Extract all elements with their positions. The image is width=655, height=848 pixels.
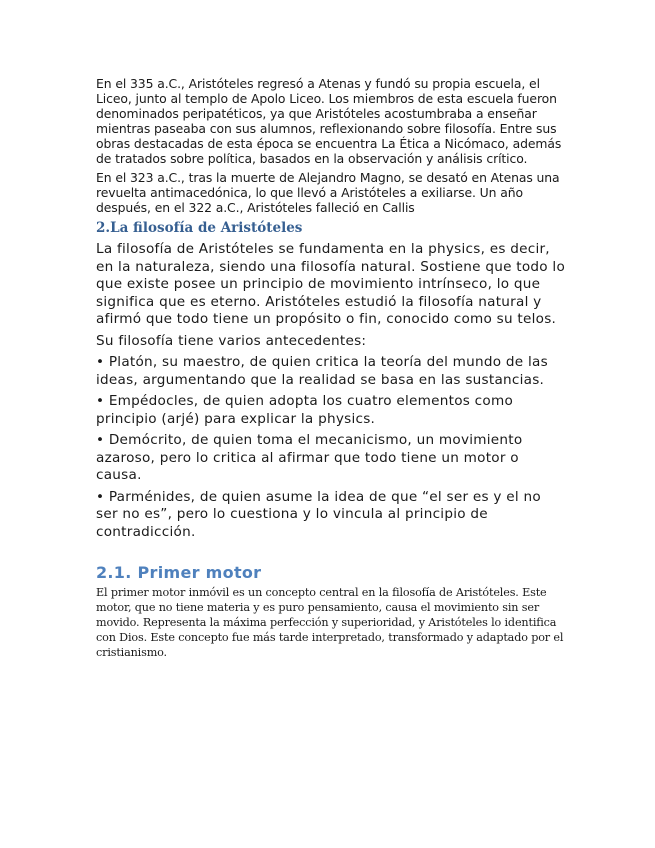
list-item-empedocles: • Empédocles, de quien adopta los cuatro elementos como principio (arjé) para explicar la physics. <box>96 393 514 427</box>
list-item-parmenides: • Parménides, de quien asume la idea de que “el ser es y el no ser no es”, pero lo cuestiona y lo vincula al principio de contradicción. <box>96 488 541 540</box>
document-page <box>96 76 566 660</box>
list-item-platon: • Platón, su maestro, de quien critica la teoría del mundo de las ideas, argumentando que la realidad se basa en las sustancias. <box>96 354 548 388</box>
intro-paragraph-1: En el 335 a.C., Aristóteles regresó a Atenas y fundó su propia escuela, el Liceo, junto al templo de Apolo Liceo. Los miembros de esta escuela fueron denominados peripatéticos, ya que Aristóteles acostumbraba a enseñar mientras paseaba con sus alumnos, reflexionando sobre filosofía. Entre sus obras destacadas de esta época se encuentra La Ética a Nicómaco, además de tratados sobre política, basados en la observación y análisis crítico. <box>96 76 562 166</box>
list-item-democrito: • Demócrito, de quien toma el mecanicismo, un movimiento azaroso, pero lo critica al afirmar que todo tiene un motor o causa. <box>96 432 523 483</box>
primer-motor-paragraph: El primer motor inmóvil es un concepto central en la filosofía de Aristóteles. Este motor, que no tiene materia y es puro pensamiento, causa el movimiento sin ser movido. Representa la máxima perfección y superioridad, y Aristóteles lo identifica con Dios. Este concepto fue más tarde interpretado, transformado y adaptado por el cristianismo. <box>96 586 564 659</box>
intro-paragraph-2: En el 323 a.C., tras la muerte de Alejandro Magno, se desató en Atenas una revuelta antimacedónica, lo que llevó a Aristóteles a exiliarse. Un año después, en el 322 a.C., Aristóteles falleció en Callis <box>96 170 560 215</box>
antecedents-list <box>96 354 566 541</box>
section-heading-primer-motor: 2.1. Primer motor <box>96 563 262 582</box>
philosophy-paragraph: La filosofía de Aristóteles se fundamenta en la physics, es decir, en la naturaleza, siendo una filosofía natural. Sostiene que todo lo que existe posee un principio de movimiento intrínseco, lo que significa que es eterno. Aristóteles estudió la filosofía natural y afirmó que todo tiene un propósito o fin, conocido como su telos. <box>96 241 566 327</box>
section-heading-philosophy: 2.La filosofía de Aristóteles <box>96 220 303 236</box>
antecedents-intro: Su filosofía tiene varios antecedentes: <box>96 332 367 349</box>
